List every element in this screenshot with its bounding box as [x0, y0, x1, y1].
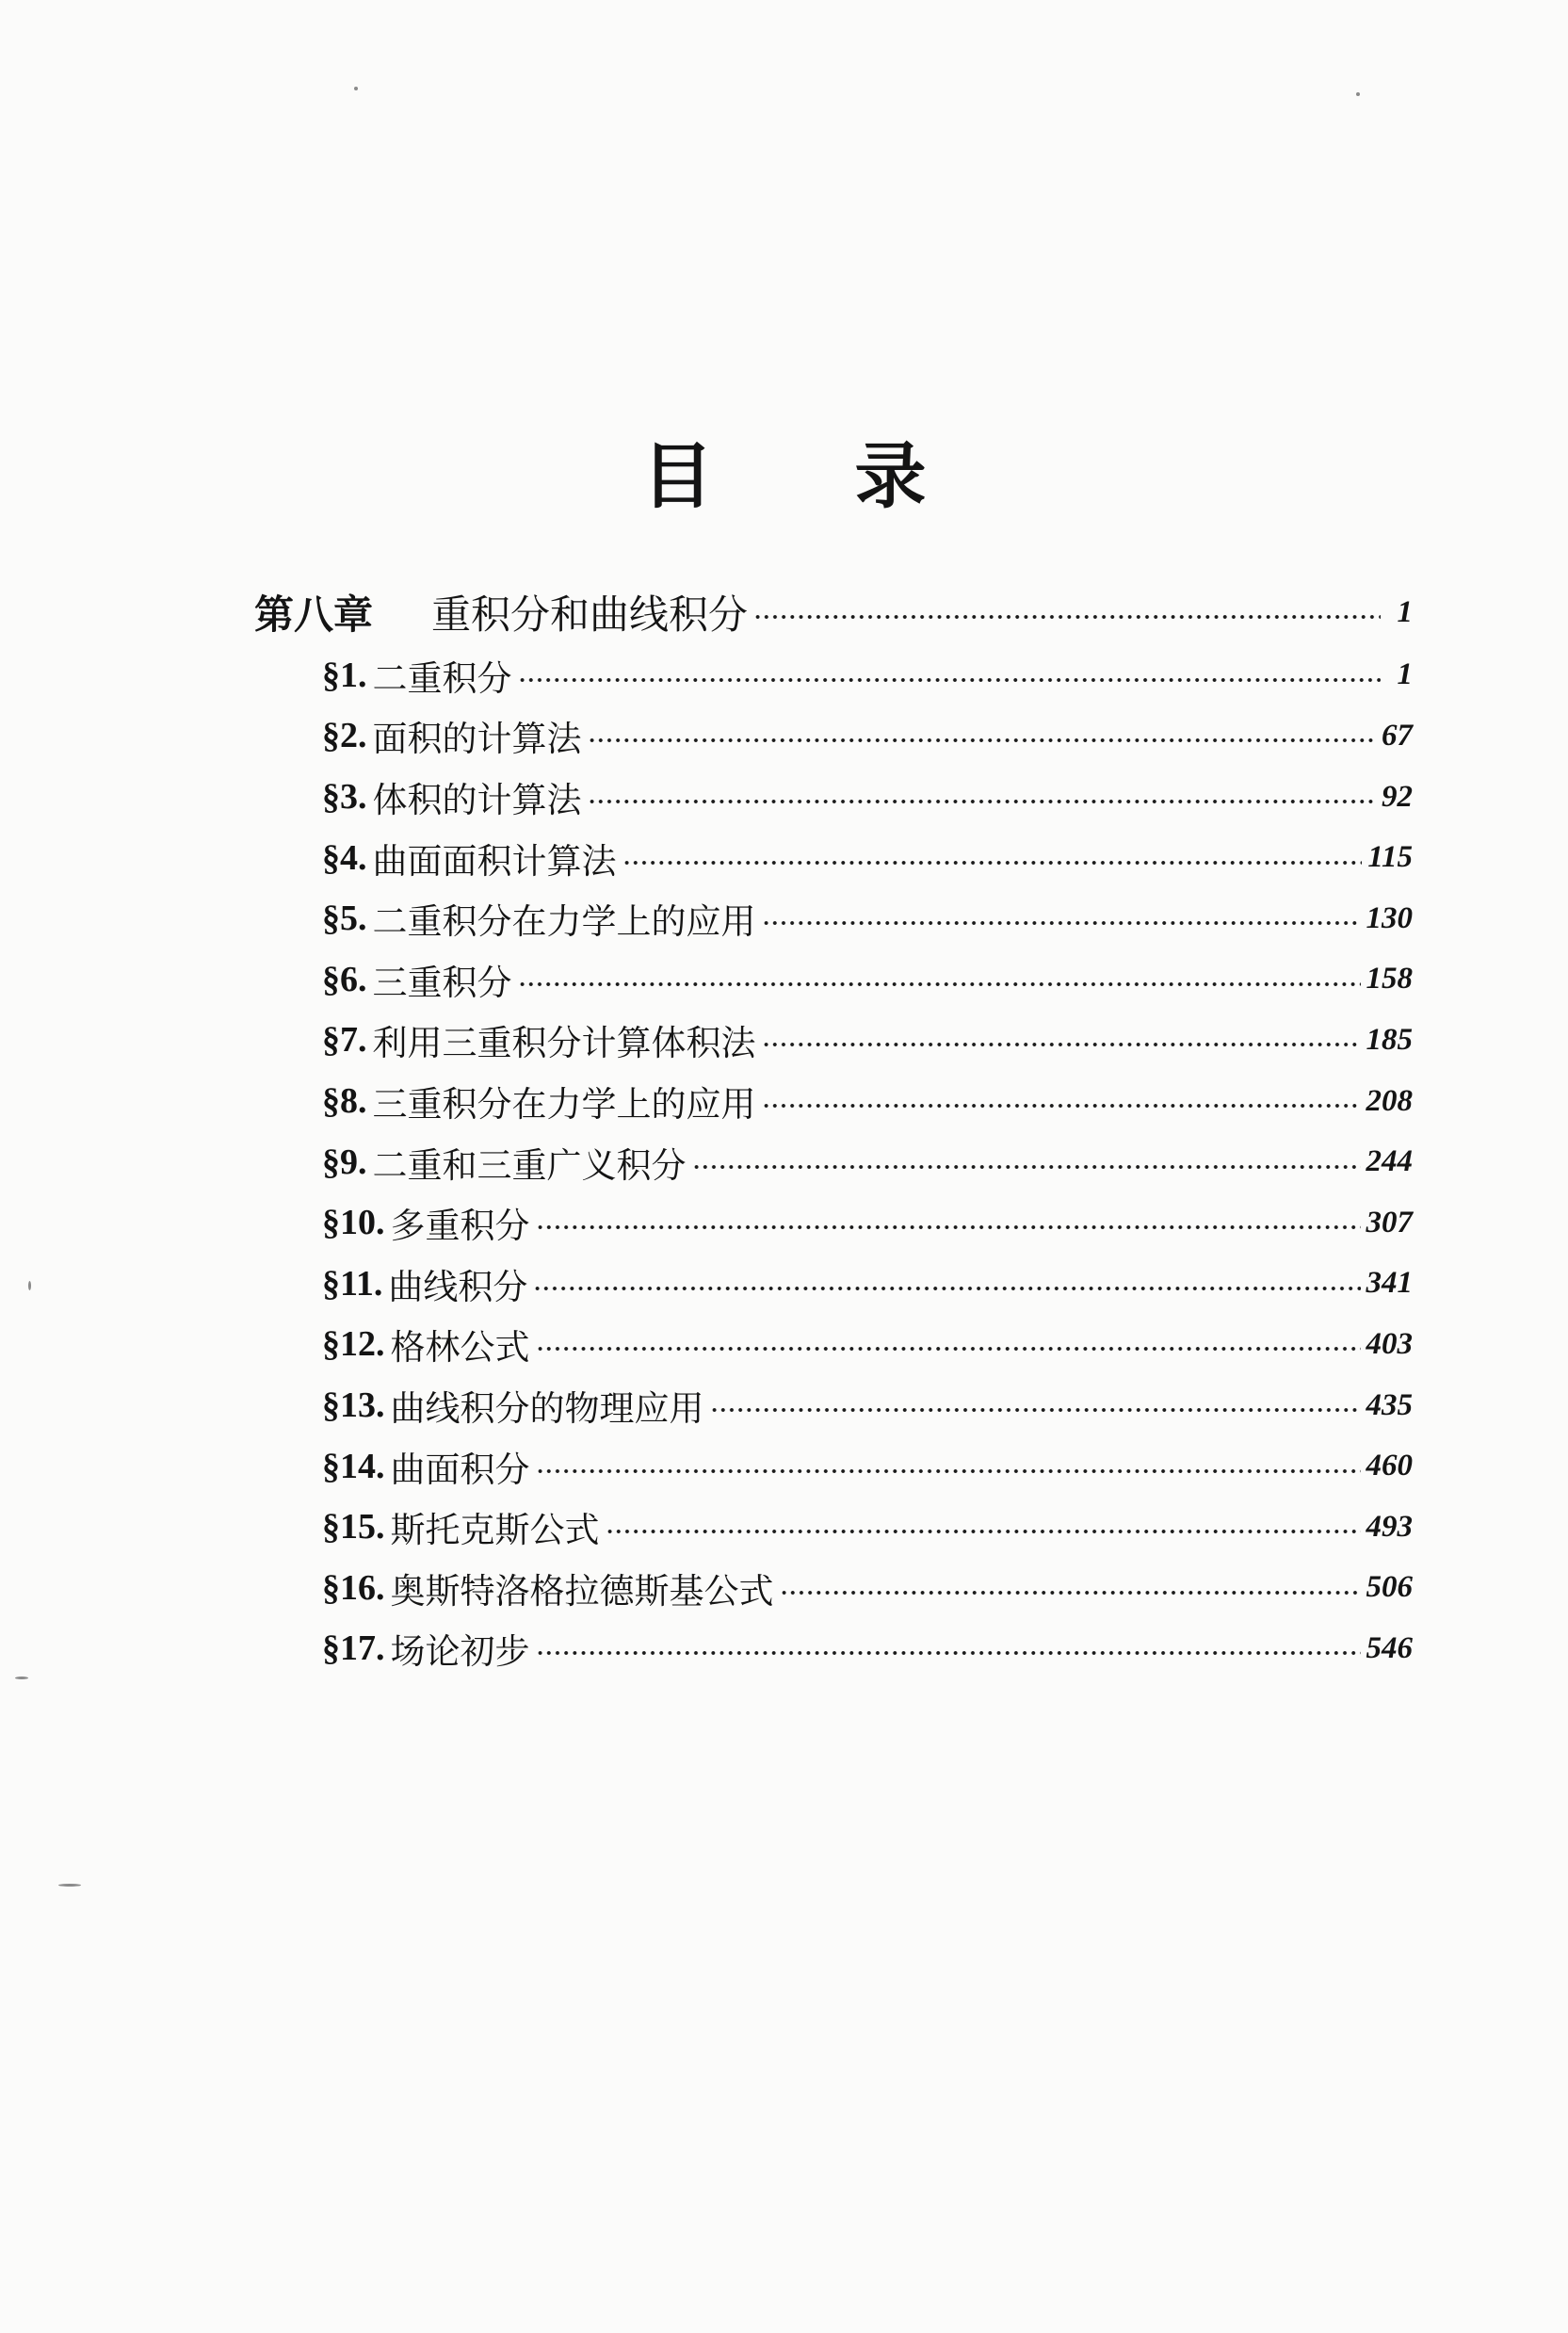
section-number: §6. — [322, 959, 367, 999]
toc-section-entry[interactable] — [254, 767, 1413, 828]
toc-section-entry[interactable] — [254, 705, 1413, 767]
section-lead — [322, 1623, 530, 1674]
toc-section-entry[interactable] — [254, 1192, 1413, 1254]
dot-leader — [710, 1406, 1361, 1414]
section-number: §1. — [322, 655, 367, 695]
title-char-lu: 录 — [854, 434, 927, 518]
section-title: 格林公式 — [390, 1327, 530, 1369]
section-lead — [322, 954, 512, 1005]
section-title: 利用三重积分计算体积法 — [372, 1023, 756, 1064]
chapter-page-number: 1 — [1397, 594, 1413, 629]
section-lead — [322, 893, 756, 944]
section-number: §4. — [322, 837, 367, 878]
section-page-number: 493 — [1366, 1509, 1413, 1544]
section-page-number: 158 — [1366, 962, 1413, 996]
section-title: 多重积分 — [390, 1206, 530, 1247]
dot-leader — [588, 737, 1377, 744]
section-page-number: 185 — [1366, 1022, 1413, 1057]
section-title: 二重积分在力学上的应用 — [372, 901, 756, 943]
chapter-number: 第八章 — [254, 591, 374, 639]
section-lead — [322, 1441, 530, 1492]
section-lead — [322, 1014, 756, 1065]
section-number: §7. — [322, 1020, 367, 1061]
toc-section-entry[interactable] — [254, 1071, 1413, 1132]
page-title — [0, 419, 1568, 522]
section-page-number: 92 — [1382, 779, 1413, 814]
scan-speck — [1356, 92, 1360, 96]
section-lead — [322, 1319, 530, 1369]
section-page-number: 244 — [1366, 1144, 1413, 1179]
section-lead — [322, 1563, 774, 1613]
scan-speck — [58, 1884, 81, 1887]
section-number: §17. — [322, 1628, 385, 1669]
toc-section-entry[interactable] — [254, 1131, 1413, 1192]
section-title: 三重积分在力学上的应用 — [372, 1084, 756, 1126]
dot-leader — [518, 980, 1361, 988]
section-lead — [322, 833, 617, 883]
toc-section-entry[interactable] — [254, 949, 1413, 1011]
section-number: §10. — [322, 1203, 385, 1243]
dot-leader — [536, 1467, 1361, 1475]
toc-section-entry[interactable] — [254, 1010, 1413, 1071]
dot-leader — [622, 859, 1363, 867]
section-page-number: 208 — [1366, 1083, 1413, 1118]
section-page-number: 1 — [1397, 657, 1413, 692]
table-of-contents — [254, 582, 1413, 1679]
section-number: §14. — [322, 1446, 385, 1486]
section-lead — [322, 1380, 704, 1431]
dot-leader — [533, 1285, 1360, 1292]
title-char-mu: 目 — [641, 434, 714, 518]
section-number: §12. — [322, 1324, 385, 1365]
toc-section-entry[interactable] — [254, 645, 1413, 706]
chapter-title: 重积分和曲线积分 — [431, 591, 749, 639]
section-title: 奥斯特洛格拉德斯基公式 — [390, 1570, 774, 1612]
section-title: 体积的计算法 — [372, 780, 582, 821]
section-page-number: 115 — [1367, 840, 1413, 875]
dot-leader — [692, 1163, 1361, 1171]
section-page-number: 506 — [1366, 1570, 1413, 1605]
dot-leader — [606, 1528, 1361, 1535]
dot-leader — [588, 798, 1377, 805]
section-page-number: 341 — [1366, 1266, 1413, 1301]
toc-section-entry[interactable] — [254, 888, 1413, 949]
dot-leader — [762, 1041, 1361, 1048]
section-lead — [322, 771, 582, 822]
section-page-number: 307 — [1366, 1205, 1413, 1239]
section-number: §5. — [322, 899, 367, 939]
section-title: 面积的计算法 — [372, 719, 582, 760]
section-page-number: 460 — [1366, 1449, 1413, 1483]
section-title: 曲面面积计算法 — [372, 840, 617, 882]
section-page-number: 67 — [1382, 718, 1413, 753]
section-title: 场论初步 — [390, 1631, 530, 1673]
section-number: §15. — [322, 1507, 385, 1547]
section-number: §13. — [322, 1385, 385, 1426]
toc-section-entry[interactable] — [254, 1618, 1413, 1679]
section-number: §11. — [322, 1263, 383, 1304]
scan-speck — [354, 87, 358, 90]
section-number: §8. — [322, 1081, 367, 1122]
dot-leader — [518, 676, 1382, 684]
section-page-number: 403 — [1366, 1326, 1413, 1361]
toc-section-entry[interactable] — [254, 1497, 1413, 1558]
section-page-number: 435 — [1366, 1387, 1413, 1422]
section-title: 曲面积分 — [390, 1449, 530, 1490]
section-lead — [322, 1501, 600, 1552]
toc-section-entry[interactable] — [254, 1558, 1413, 1619]
scan-speck — [15, 1677, 28, 1679]
chapter-lead — [254, 584, 748, 640]
section-number: §9. — [322, 1142, 367, 1182]
dot-leader — [536, 1223, 1361, 1231]
toc-section-entry[interactable] — [254, 1314, 1413, 1375]
section-lead — [322, 1137, 687, 1188]
dot-leader — [536, 1345, 1361, 1353]
toc-section-entry[interactable] — [254, 827, 1413, 888]
toc-section-entry[interactable] — [254, 1435, 1413, 1497]
section-lead — [322, 650, 512, 701]
section-page-number: 130 — [1366, 900, 1413, 935]
dot-leader — [753, 613, 1381, 621]
dot-leader — [762, 919, 1361, 927]
section-lead — [322, 710, 582, 761]
dot-leader — [762, 1102, 1361, 1110]
section-number: §2. — [322, 716, 367, 756]
section-title: 斯托克斯公式 — [390, 1510, 600, 1551]
section-title: 二重积分 — [372, 657, 512, 699]
scan-speck — [28, 1281, 31, 1290]
toc-section-entry[interactable] — [254, 1254, 1413, 1315]
section-title: 曲线积分 — [388, 1266, 528, 1307]
section-number: §16. — [322, 1567, 385, 1608]
section-lead — [322, 1076, 756, 1126]
section-lead — [322, 1258, 527, 1309]
section-lead — [322, 1197, 530, 1248]
section-title: 二重和三重广义积分 — [372, 1144, 687, 1186]
toc-section-entry[interactable] — [254, 1375, 1413, 1436]
dot-leader — [536, 1649, 1361, 1657]
section-list — [254, 645, 1413, 1679]
section-page-number: 546 — [1366, 1630, 1413, 1665]
section-title: 曲线积分的物理应用 — [390, 1388, 704, 1430]
section-number: §3. — [322, 777, 367, 818]
toc-chapter-entry[interactable] — [254, 582, 1413, 643]
dot-leader — [780, 1589, 1361, 1596]
section-title: 三重积分 — [372, 962, 512, 1003]
